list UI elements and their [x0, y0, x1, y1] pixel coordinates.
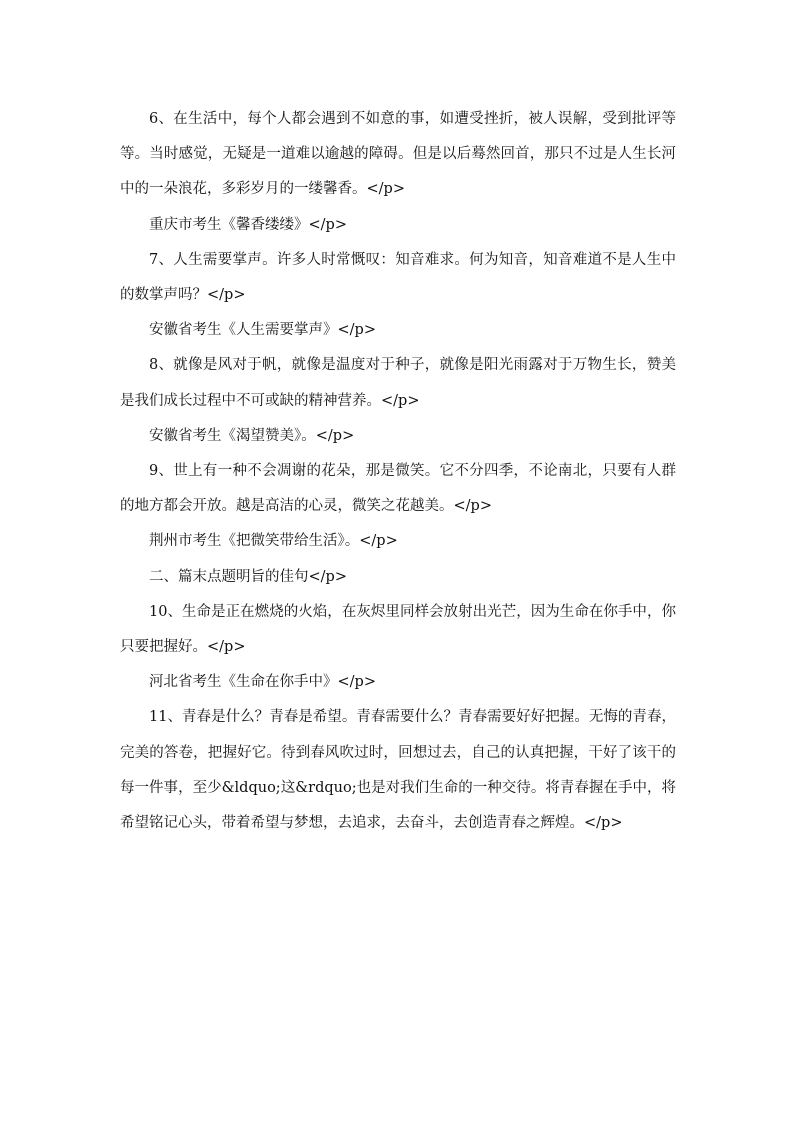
paragraph-9: 9、世上有一种不会凋谢的花朵，那是微笑。它不分四季，不论南北，只要有人群的地方都会开放。越是高洁的心灵，微笑之花越美。</p>: [120, 463, 676, 515]
source-6: 重庆市考生《馨香缕缕》</p>: [149, 216, 347, 233]
paragraph-6: 6、在生活中，每个人都会遇到不如意的事，如遭受挫折，被人误解，受到批评等等。当时感觉，无疑是一道难以逾越的障碍。但是以后蓦然回首，那只不过是人生长河中的一朵浪花，多彩岁月的一缕馨香。</p>: [120, 111, 676, 198]
paragraph-10: 10、生命是正在燃烧的火焰，在灰烬里同样会放射出光芒，因为生命在你手中，你只要把握好。</p>: [120, 603, 676, 656]
document-body: [120, 102, 676, 841]
source-7: 安徽省考生《人生需要掌声》</p>: [149, 322, 376, 339]
source-10: 河北省考生《生命在你手中》</p>: [149, 674, 376, 691]
paragraph-11: 11、青春是什么？青春是希望。青春需要什么？青春需要好好把握。无悔的青春，完美的答卷，把握好它。待到春风吹过时，回想过去，自己的认真把握，干好了该干的每一件事，至少&ldquo;这&rdquo;也是对我们生命的一种交待。将青春握在手中，将希望铭记心头，带着希望与梦想，去追求，去奋斗，去创造青春之辉煌。</p>: [120, 709, 676, 832]
paragraph-8: 8、就像是风对于帆，就像是温度对于种子，就像是阳光雨露对于万物生长，赞美是我们成长过程中不可或缺的精神营养。</p>: [120, 357, 676, 409]
source-9: 荆州市考生《把微笑带给生活》。</p>: [149, 533, 398, 550]
section-heading: 二、篇末点题明旨的佳句</p>: [149, 568, 347, 585]
source-8: 安徽省考生《渴望赞美》。</p>: [149, 427, 355, 444]
paragraph-7: 7、人生需要掌声。许多人时常慨叹：知音难求。何为知音，知音难道不是人生中的数掌声吗？</p>: [120, 251, 676, 304]
